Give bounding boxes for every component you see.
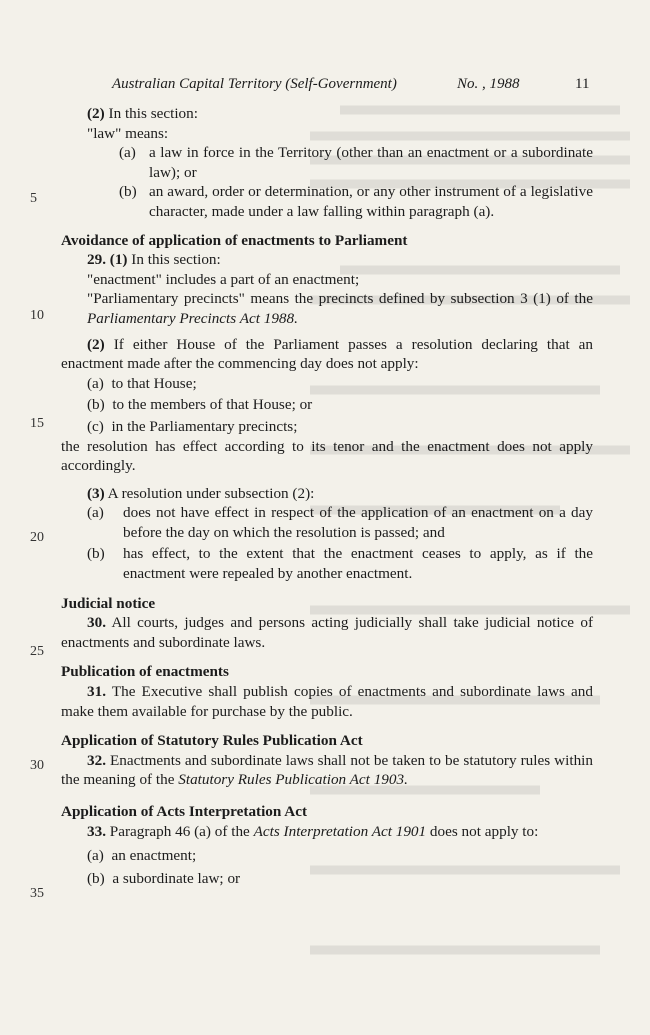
section-text: All courts, judges and persons acting judicially shall take judicial notice of enactments and subordinate laws. [61, 614, 593, 651]
paragraph-text: in the Parliamentary precincts; [111, 417, 298, 435]
paragraph-text: to that House; [111, 374, 197, 392]
subsection-number: (1) [109, 251, 128, 269]
definition-law: "law" means: [87, 124, 169, 142]
paragraph-label: (c) [87, 417, 104, 435]
section-33-text [61, 822, 593, 842]
paragraph-a [61, 143, 593, 182]
document-body [61, 104, 593, 888]
page-number: 11 [575, 76, 590, 92]
line-number: 5 [30, 191, 37, 206]
subsection-29-1 [61, 250, 593, 270]
paragraph-a [61, 374, 593, 394]
section-text: Paragraph 46 (a) of the [105, 822, 254, 840]
paragraph-label: (a) [87, 504, 104, 522]
section-31-text [61, 682, 593, 721]
paragraph-text: has effect, to the extent that the enactment ceases to apply, as if the enactment were repealed by another enactment. [123, 545, 593, 583]
section-heading-29: Avoidance of application of enactments to Parliament [61, 231, 408, 249]
subsection-text: If either House of the Parliament passes a resolution declaring that an enactment made after the commencing day does not apply: [61, 335, 593, 373]
paragraph-b [61, 544, 593, 583]
header-act-number: No. , 1988 [457, 76, 520, 92]
subsection-number: (3) [87, 484, 105, 502]
paragraph-b [61, 869, 593, 889]
paragraph-text: a subordinate law; or [112, 869, 241, 887]
line-number: 10 [30, 308, 44, 323]
section-heading-32: Application of Statutory Rules Publication Act [61, 732, 363, 750]
subsection-28-2 [61, 104, 593, 124]
section-text: Enactments and subordinate laws shall not be taken to be statutory rules within the meaning of the [61, 751, 593, 789]
section-number: 29. [87, 251, 106, 269]
paragraph-text: does not have effect in respect of the application of an enactment on a day before the day on which the resolution is passed; and [123, 504, 593, 541]
section-30-text [61, 613, 593, 652]
subsection-29-2 [61, 335, 593, 374]
line-number: 30 [30, 758, 44, 773]
definition-parliamentary-precincts [61, 289, 593, 328]
paragraph-b [61, 395, 593, 415]
definition-text: "Parliamentary precincts" means the precincts defined by subsection 3 (1) of the [87, 290, 593, 308]
act-title: Statutory Rules Publication Act 1903. [178, 771, 408, 789]
line-number: 35 [30, 886, 44, 901]
subsection-text: A resolution under subsection (2): [104, 484, 315, 502]
subsection-29-2-tail: the resolution has effect according to its tenor and the enactment does not apply accordingly. [61, 437, 593, 475]
line-number: 20 [30, 530, 44, 545]
paragraph-text: an award, order or determination, or any other instrument of a legislative character, made under a law falling within paragraph (a). [149, 183, 593, 220]
paragraph-label: (a) [87, 374, 104, 392]
paragraph-label: (b) [87, 545, 105, 563]
subsection-number: (2) [87, 105, 105, 122]
paragraph-label: (a) [119, 144, 136, 162]
section-heading-31: Publication of enactments [61, 663, 229, 681]
paragraph-text: an enactment; [111, 847, 197, 865]
paragraph-text: to the members of that House; or [112, 396, 313, 414]
section-text: The Executive shall publish copies of enactments and subordinate laws and make them available for purchase by the public. [61, 683, 593, 720]
section-number: 30. [87, 614, 106, 632]
subsection-text: In this section: [127, 251, 221, 269]
subsection-number: (2) [87, 335, 105, 353]
subsection-29-3 [61, 484, 593, 504]
paragraph-b [61, 182, 593, 221]
line-number: 25 [30, 644, 44, 659]
section-heading-33: Application of Acts Interpretation Act [61, 803, 308, 820]
header-title: Australian Capital Territory (Self-Government) [112, 76, 397, 92]
paragraph-label: (b) [87, 396, 105, 414]
section-heading-30: Judicial notice [61, 594, 156, 612]
subsection-text: In this section: [104, 105, 198, 122]
paragraph-label: (a) [87, 847, 104, 865]
paragraph-label: (b) [87, 869, 105, 887]
section-number: 31. [87, 683, 106, 701]
paragraph-label: (b) [119, 183, 137, 201]
definition-enactment: "enactment" includes a part of an enactment; [87, 270, 360, 288]
line-number: 15 [30, 416, 44, 431]
section-text: does not apply to: [426, 822, 539, 840]
paragraph-text: a law in force in the Territory (other than an enactment or a subordinate law); or [149, 144, 593, 181]
section-32-text [61, 751, 593, 790]
paragraph-a [61, 846, 593, 866]
section-number: 33. [87, 822, 106, 840]
act-title: Parliamentary Precincts Act 1988. [87, 309, 298, 327]
section-number: 32. [87, 751, 106, 769]
paragraph-a [61, 503, 593, 542]
act-title: Acts Interpretation Act 1901 [253, 822, 427, 840]
paragraph-c [61, 417, 593, 437]
